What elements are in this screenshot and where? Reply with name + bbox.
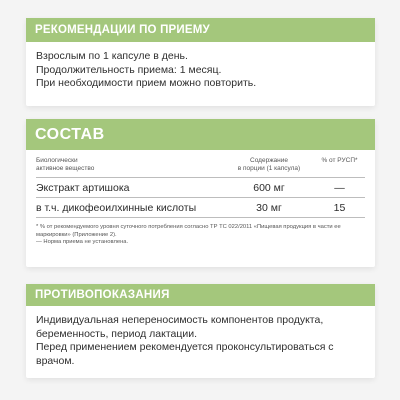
- header-content: [224, 157, 314, 173]
- row-amount: 30 мг: [256, 201, 282, 214]
- contraindications-card: [26, 284, 375, 378]
- row-substance: в т.ч. дикофеоилхинные кислоты: [36, 201, 197, 214]
- dosage-title: РЕКОМЕНДАЦИИ ПО ПРИЕМУ: [26, 18, 375, 42]
- contraindications-line: врачом.: [36, 354, 75, 367]
- table-row: [36, 198, 365, 218]
- contraindications-line: Индивидуальная непереносимость компонентов продукта,: [36, 314, 324, 326]
- row-percent: 15: [333, 201, 346, 214]
- table-header: [36, 150, 365, 178]
- dosage-card: [26, 18, 375, 106]
- header-content-line: в порции (1 капсула): [237, 165, 301, 172]
- contraindications-line: беременность, период лактации.: [36, 327, 198, 340]
- dosage-text: [26, 42, 375, 91]
- header-substance: [36, 157, 224, 173]
- header-substance-line: Биологически: [36, 157, 78, 164]
- header-content-line: Содержание: [250, 157, 288, 164]
- contraindications-line: Перед применением рекомендуется проконсультироваться с: [36, 341, 334, 353]
- row-substance: Экстракт артишока: [36, 181, 130, 194]
- composition-footnotes: [26, 218, 375, 247]
- table-row: [36, 178, 365, 198]
- dosage-line: При необходимости прием можно повторить.: [36, 77, 257, 89]
- header-substance-line: активное вещество: [36, 165, 95, 172]
- dosage-line: Взрослым по 1 капсуле в день.: [36, 50, 188, 62]
- footnote-norm: — Норма приема не установлена.: [36, 239, 129, 246]
- row-percent: —: [334, 181, 345, 194]
- composition-card: [26, 119, 375, 267]
- dosage-line: Продолжительность приема: 1 месяц.: [36, 63, 222, 76]
- contraindications-title: ПРОТИВОПОКАЗАНИЯ: [26, 284, 375, 306]
- header-rsp: % от РУСП*: [321, 157, 358, 164]
- contraindications-text: [26, 306, 375, 368]
- row-amount: 600 мг: [253, 181, 285, 194]
- footnote-rsp: * % от рекомендуемого уровня суточного потребления согласно ТР ТС 022/2011 «Пищевая продукция в части ее маркировки» (Приложение 2).: [36, 224, 341, 238]
- composition-table: [26, 150, 375, 218]
- composition-title: СОСТАВ: [26, 119, 375, 150]
